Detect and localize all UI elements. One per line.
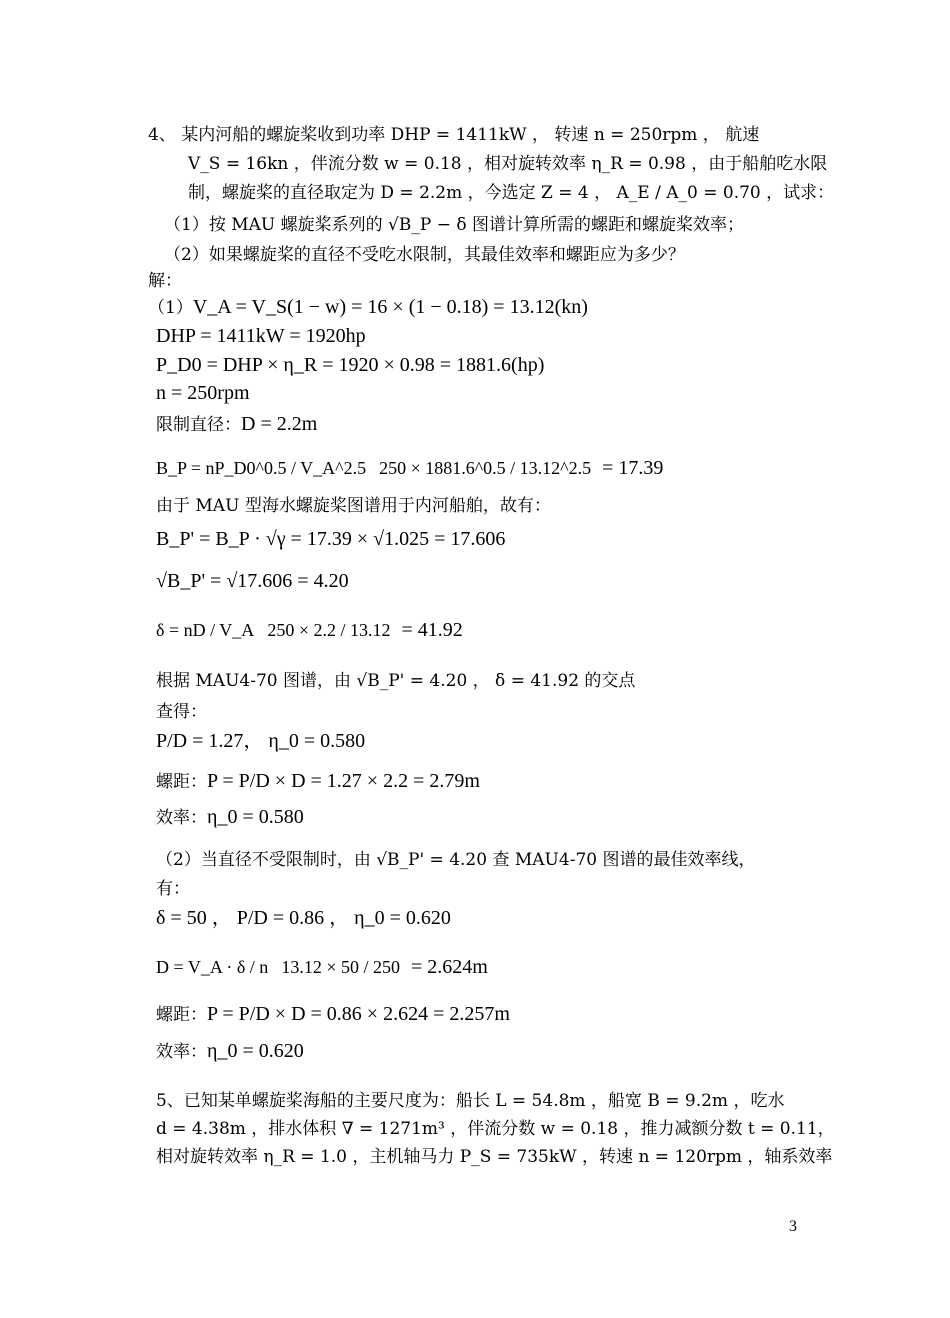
efficiency2-line (156, 1040, 304, 1063)
seawater-note: 由于 MAU 型海水螺旋桨图谱用于内河船舶，故有： (156, 496, 551, 516)
delta-lhs: δ = nD / V_A (156, 620, 255, 640)
pitch-label: 螺距： (156, 772, 207, 792)
problem4-line2: V_S = 16kn ，伴流分数 w = 0.18 ，相对旋转效率 η_R = 0.98 ，由于船舶吃水限 (188, 154, 828, 174)
chart-lookup: 根据 MAU4-70 图谱，由 √B_P' = 4.20 ， δ = 41.92 的交点 (156, 671, 636, 691)
delta-equation (156, 605, 463, 655)
optimal-diameter-equation (156, 942, 488, 992)
problem5-line1: 5、已知某单螺旋桨海船的主要尺度为：船长 L = 54.8m ，船宽 B = 9.2m ，吃水 (156, 1091, 785, 1111)
problem5-line3: 相对旋转效率 η_R = 1.0 ，主机轴马力 P_S = 735kW ，转速 n = 120rpm ，轴系效率 (156, 1147, 833, 1167)
d-opt-result: = 2.624m (410, 956, 488, 978)
pitch-line (156, 770, 480, 793)
pitch-value: P = P/D × D = 1.27 × 2.2 = 2.79m (207, 770, 480, 792)
efficiency2-label: 效率： (156, 1042, 207, 1062)
pitch2-value: P = P/D × D = 0.86 × 2.624 = 2.257m (207, 1003, 510, 1025)
bp-result: = 17.39 (602, 457, 664, 479)
delta-result: = 41.92 (401, 619, 463, 641)
va-expression: V_A = V_S(1 − w) = 16 × (1 − 0.18) = 13.12(kn) (192, 296, 588, 318)
limit-value: D = 2.2m (241, 413, 318, 435)
limit-diameter (156, 413, 317, 436)
optimum-values: δ = 50 ， P/D = 0.86 ， η_0 = 0.620 (156, 907, 451, 929)
limit-label: 限制直径： (156, 415, 241, 435)
n-equation: n = 250rpm (156, 382, 250, 404)
va-equation (148, 296, 588, 319)
problem4-line1: 4、 某内河船的螺旋桨收到功率 DHP = 1411kW ， 转速 n = 250rpm ， 航速 (148, 125, 760, 145)
problem4-question1: （1）按 MAU 螺旋桨系列的 √B_P − δ 图谱计算所需的螺距和螺旋桨效率； (164, 215, 744, 235)
pitch2-line (156, 1003, 510, 1026)
dhp-equation: DHP = 1411kW = 1920hp (156, 325, 366, 347)
problem4-question2: （2）如果螺旋桨的直径不受吃水限制，其最佳效率和螺距应为多少？ (164, 245, 685, 265)
d-opt-lhs: D = V_A · δ / n (156, 957, 269, 977)
part1-label: （1） (148, 298, 193, 318)
d-opt-mid: 13.12 × 50 / 250 (281, 957, 400, 977)
efficiency-label: 效率： (156, 808, 207, 828)
efficiency-value: η_0 = 0.580 (207, 806, 304, 828)
page-number: 3 (789, 1218, 797, 1235)
bp-lhs: B_P = nP_D0^0.5 / V_A^2.5 (156, 458, 367, 478)
pd-eta-result: P/D = 1.27， η_0 = 0.580 (156, 730, 366, 752)
efficiency-line (156, 806, 304, 829)
pitch2-label: 螺距： (156, 1005, 207, 1025)
efficiency2-value: η_0 = 0.620 (207, 1040, 304, 1062)
you-label: 有： (156, 879, 190, 899)
problem5-line2: d = 4.38m ，排水体积 ∇ = 1271m³ ，伴流分数 w = 0.18 ，推力减额分数 t = 0.11， (156, 1119, 835, 1139)
solution-heading: 解： (148, 271, 182, 291)
found-label: 查得： (156, 702, 207, 722)
pd0-equation: P_D0 = DHP × η_R = 1920 × 0.98 = 1881.6(hp) (156, 354, 545, 376)
problem4-line3: 制，螺旋桨的直径取定为 D = 2.2m ，今选定 Z = 4 ， A_E / A_0 = 0.70 ，试求： (188, 183, 835, 203)
bp-prime-equation: B_P' = B_P · √γ = 17.39 × √1.025 = 17.606 (156, 528, 506, 550)
delta-mid: 250 × 2.2 / 13.12 (267, 620, 391, 640)
part2-statement: （2）当直径不受限制时，由 √B_P' = 4.20 查 MAU4-70 图谱的最佳效率线， (156, 850, 756, 870)
bp-mid: 250 × 1881.6^0.5 / 13.12^2.5 (379, 458, 592, 478)
bp-equation (156, 440, 663, 496)
sqrt-bp-equation: √B_P' = √17.606 = 4.20 (156, 570, 349, 592)
